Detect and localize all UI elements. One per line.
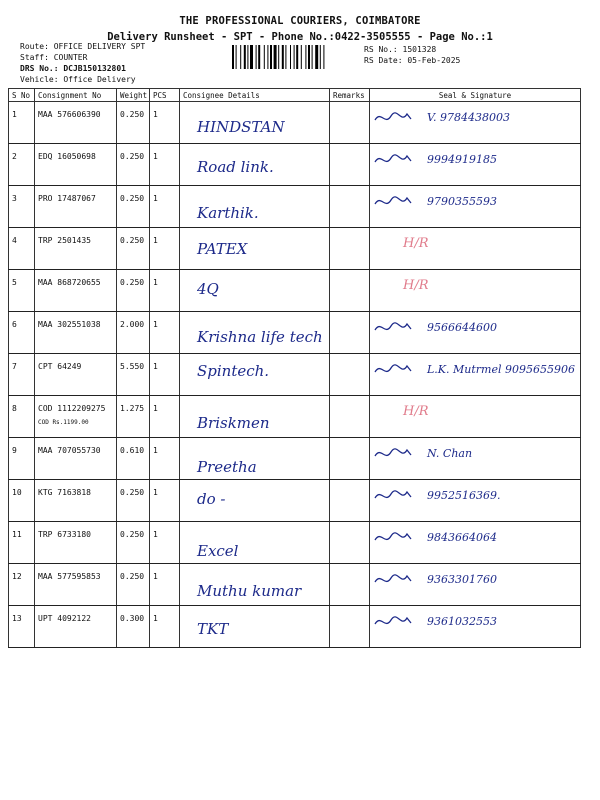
consignment-no: [35, 312, 117, 354]
consignment-no: [35, 606, 117, 648]
consignment-number: TRP 2501435: [38, 236, 91, 245]
serial-no: 6: [9, 312, 35, 354]
consignee-handwriting: 4Q: [197, 280, 219, 298]
col-consignment: Consignment No: [35, 89, 117, 102]
signature-phone: 9952516369.: [427, 488, 501, 502]
staff-line: Staff: COUNTER: [20, 53, 88, 62]
route-info: [20, 41, 145, 85]
serial-no: 2: [9, 144, 35, 186]
barcode-bar: [285, 45, 286, 69]
table-row: [9, 606, 581, 648]
route-line: Route: OFFICE DELIVERY SPT: [20, 42, 146, 51]
remarks: [330, 522, 370, 564]
signature-phone: 9361032553: [427, 614, 497, 628]
barcode-bar: [323, 45, 324, 69]
barcode-bar: [301, 45, 302, 69]
weight: 0.250: [117, 144, 150, 186]
signature-phone: 9363301760: [427, 572, 497, 586]
remarks: [330, 438, 370, 480]
consignment-no: [35, 438, 117, 480]
weight: 2.000: [117, 312, 150, 354]
table-row: [9, 438, 581, 480]
serial-no: 13: [9, 606, 35, 648]
remarks: [330, 102, 370, 144]
weight: 1.275: [117, 396, 150, 438]
barcode-bar: [264, 45, 265, 69]
table-row: [9, 480, 581, 522]
consignee-details: [180, 396, 330, 438]
table-row: [9, 186, 581, 228]
signature-phone: N. Chan: [427, 446, 473, 460]
signature-scribble: [373, 488, 413, 504]
seal-signature: [370, 270, 581, 312]
weight: 0.250: [117, 270, 150, 312]
consignee-handwriting: Karthik.: [197, 204, 259, 222]
signature-scribble: [373, 530, 413, 546]
barcode-bar: [305, 45, 306, 69]
consignee-details: [180, 312, 330, 354]
barcode-bar: [244, 45, 246, 69]
serial-no: 8: [9, 396, 35, 438]
pieces: 1: [150, 480, 180, 522]
consignee-details: [180, 270, 330, 312]
signature-scribble: [373, 194, 413, 210]
pieces: 1: [150, 354, 180, 396]
weight: 0.250: [117, 102, 150, 144]
consignee-details: [180, 144, 330, 186]
serial-no: 7: [9, 354, 35, 396]
consignment-number: CPT 64249: [38, 362, 82, 371]
barcode-bar: [315, 45, 318, 69]
pieces: 1: [150, 438, 180, 480]
consignee-handwriting: Muthu kumar: [197, 582, 302, 600]
consignment-no: [35, 186, 117, 228]
consignment-no: [35, 354, 117, 396]
signature-scribble: [373, 152, 413, 168]
seal-signature: [370, 396, 581, 438]
consignee-handwriting: Krishna life tech: [197, 328, 323, 346]
consignee-details: [180, 186, 330, 228]
remarks: [330, 606, 370, 648]
consignment-number: UPT 4092122: [38, 614, 91, 623]
hand-over-mark: H/R: [403, 236, 429, 251]
consignee-details: [180, 522, 330, 564]
seal-signature: [370, 186, 581, 228]
consignment-no: [35, 228, 117, 270]
table-row: [9, 312, 581, 354]
col-seal-signature: Seal & Signature: [370, 89, 581, 102]
rs-date: RS Date: 05-Feb-2025: [364, 56, 461, 65]
pieces: 1: [150, 522, 180, 564]
consignee-details: [180, 102, 330, 144]
remarks: [330, 564, 370, 606]
rs-number: RS No.: 1501328: [364, 45, 437, 54]
consignee-handwriting: Spintech.: [197, 362, 270, 380]
barcode-bar: [240, 45, 241, 69]
weight: 5.550: [117, 354, 150, 396]
consignee-handwriting: TKT: [197, 620, 229, 638]
signature-phone: 9566644600: [427, 320, 497, 334]
signature-scribble: [373, 446, 413, 462]
barcode-bar: [320, 45, 321, 69]
consignment-number: COD 1112209275: [38, 404, 106, 413]
barcode-bar: [247, 45, 248, 69]
consignment-number: MAA 577595853: [38, 572, 101, 581]
table-row: [9, 228, 581, 270]
consignee-details: [180, 438, 330, 480]
barcode-bar: [290, 45, 291, 69]
consignee-handwriting: do -: [197, 490, 226, 508]
remarks: [330, 312, 370, 354]
runsheet-table: [8, 88, 581, 648]
seal-signature: [370, 354, 581, 396]
consignee-handwriting: Briskmen: [197, 414, 270, 432]
runsheet-subtitle: Delivery Runsheet - SPT - Phone No.:0422-3505555 - Page No.:1: [107, 31, 493, 43]
weight: 0.250: [117, 480, 150, 522]
pieces: 1: [150, 270, 180, 312]
consignee-details: [180, 480, 330, 522]
barcode-bar: [312, 45, 313, 69]
weight: 0.250: [117, 186, 150, 228]
col-pcs: PCS: [150, 89, 180, 102]
weight: 0.250: [117, 564, 150, 606]
barcode-bar: [256, 45, 257, 69]
barcode-bar: [232, 45, 234, 69]
signature-scribble: [373, 320, 413, 336]
table-row: [9, 144, 581, 186]
table-header-row: [9, 89, 581, 102]
serial-no: 4: [9, 228, 35, 270]
pieces: 1: [150, 144, 180, 186]
serial-no: 9: [9, 438, 35, 480]
company-title: THE PROFESSIONAL COURIERS, COIMBATORE: [179, 15, 421, 27]
vehicle-line: Vehicle: Office Delivery: [20, 75, 136, 84]
serial-no: 11: [9, 522, 35, 564]
consignment-number: MAA 707055730: [38, 446, 101, 455]
hand-over-mark: H/R: [403, 404, 429, 419]
serial-no: 1: [9, 102, 35, 144]
seal-signature: [370, 228, 581, 270]
remarks: [330, 270, 370, 312]
seal-signature: [370, 606, 581, 648]
consignee-handwriting: PATEX: [197, 240, 248, 258]
signature-phone: L.K. Mutrmel 9095655906: [427, 362, 575, 376]
weight: 0.250: [117, 522, 150, 564]
signature-scribble: [373, 110, 413, 126]
consignment-number: KTG 7163818: [38, 488, 91, 497]
consignment-no: [35, 396, 117, 438]
pieces: 1: [150, 312, 180, 354]
table-row: [9, 354, 581, 396]
consignee-handwriting: Road link.: [197, 158, 274, 176]
consignment-number: MAA 302551038: [38, 320, 101, 329]
remarks: [330, 396, 370, 438]
col-sno: S No: [9, 89, 35, 102]
pieces: 1: [150, 228, 180, 270]
consignment-number: EDQ 16050698: [38, 152, 96, 161]
consignee-handwriting: Preetha: [197, 458, 257, 476]
remarks: [330, 354, 370, 396]
table-row: [9, 396, 581, 438]
rs-info: [364, 44, 460, 66]
consignment-no: [35, 522, 117, 564]
seal-signature: [370, 312, 581, 354]
barcode-bar: [250, 45, 253, 69]
consignment-number: MAA 868720655: [38, 278, 101, 287]
drs-line: DRS No.: DCJB150132801: [20, 64, 126, 73]
barcode-bar: [270, 45, 272, 69]
seal-signature: [370, 564, 581, 606]
seal-signature: [370, 144, 581, 186]
cod-amount: COD Rs.1199.00: [38, 419, 89, 426]
weight: 0.250: [117, 228, 150, 270]
serial-no: 10: [9, 480, 35, 522]
consignee-details: [180, 228, 330, 270]
barcode-bar: [296, 45, 298, 69]
pieces: 1: [150, 396, 180, 438]
weight: 0.610: [117, 438, 150, 480]
consignee-details: [180, 606, 330, 648]
consignee-handwriting: HINDSTAN: [197, 118, 285, 136]
col-weight: Weight: [117, 89, 150, 102]
barcode-bar: [308, 45, 310, 69]
signature-scribble: [373, 362, 413, 378]
serial-no: 5: [9, 270, 35, 312]
barcode-bar: [282, 45, 284, 69]
remarks: [330, 480, 370, 522]
signature-scribble: [373, 572, 413, 588]
signature-phone: 9843664064: [427, 530, 497, 544]
barcode-bar: [274, 45, 277, 69]
remarks: [330, 228, 370, 270]
signature-scribble: [373, 614, 413, 630]
consignment-no: [35, 102, 117, 144]
consignee-details: [180, 354, 330, 396]
remarks: [330, 186, 370, 228]
table-row: [9, 564, 581, 606]
col-consignee: Consignee Details: [180, 89, 330, 102]
seal-signature: [370, 522, 581, 564]
pieces: 1: [150, 186, 180, 228]
barcode-bar: [236, 45, 237, 69]
table-row: [9, 270, 581, 312]
serial-no: 3: [9, 186, 35, 228]
pieces: 1: [150, 606, 180, 648]
barcode-image: [232, 45, 357, 69]
pieces: 1: [150, 102, 180, 144]
serial-no: 12: [9, 564, 35, 606]
barcode-bar: [294, 45, 295, 69]
signature-phone: V. 9784438003: [427, 110, 510, 124]
seal-signature: [370, 102, 581, 144]
table-row: [9, 102, 581, 144]
consignment-no: [35, 144, 117, 186]
col-remarks: Remarks: [330, 89, 370, 102]
signature-phone: 9994919185: [427, 152, 497, 166]
consignee-handwriting: Excel: [197, 542, 239, 560]
signature-phone: 9790355593: [427, 194, 497, 208]
consignment-no: [35, 564, 117, 606]
barcode-bar: [258, 45, 260, 69]
barcode-bar: [267, 45, 268, 69]
consignment-no: [35, 480, 117, 522]
remarks: [330, 144, 370, 186]
consignment-no: [35, 270, 117, 312]
barcode-bar: [278, 45, 279, 69]
table-row: [9, 522, 581, 564]
weight: 0.300: [117, 606, 150, 648]
hand-over-mark: H/R: [403, 278, 429, 293]
seal-signature: [370, 438, 581, 480]
seal-signature: [370, 480, 581, 522]
consignment-number: MAA 576606390: [38, 110, 101, 119]
consignment-number: PRO 17487067: [38, 194, 96, 203]
pieces: 1: [150, 564, 180, 606]
consignee-details: [180, 564, 330, 606]
consignment-number: TRP 6733180: [38, 530, 91, 539]
